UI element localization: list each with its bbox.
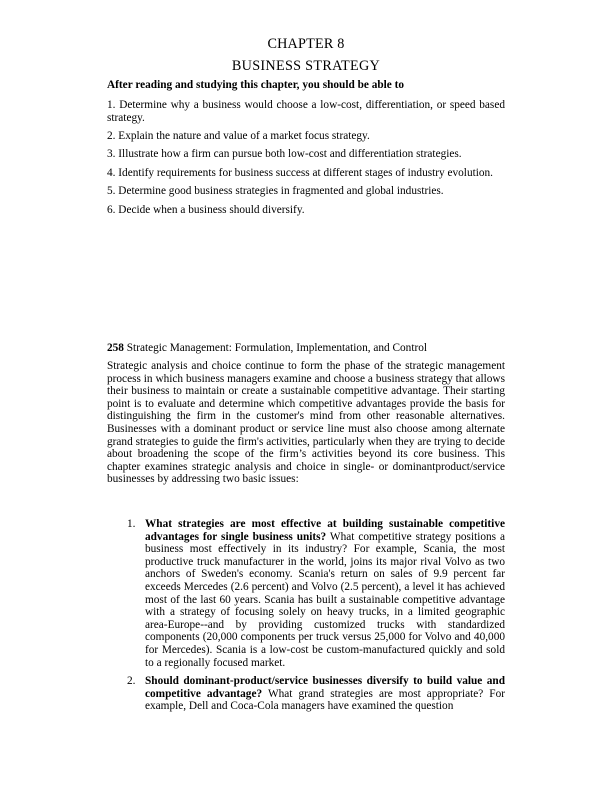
objective-item: 2. Explain the nature and value of a market focus strategy. xyxy=(107,129,370,142)
issue-item xyxy=(127,675,505,713)
issue-text: What grand strategies are most appropriate? For example, Dell and Coca-Cola managers have examined the question xyxy=(145,687,506,713)
chapter-title: CHAPTER 8 xyxy=(267,36,345,52)
running-header xyxy=(107,342,505,354)
objective-item: 1. Determine why a business would choose a low-cost, differentiation, or speed based strategy. xyxy=(107,99,505,124)
objective-item: 6. Decide when a business should diversify. xyxy=(107,203,305,216)
issue-text: What competitive strategy positions a business most effectively in its industry? For example, Scania, the most productive truck manufacturer in the world, joins its major rival Volvo as two anchors of Sweden's economy. Scania's return on sales of 9.9 percent far exceeds Mercedes (2.6 percent) and Volvo (2.5 percent), a level it has achieved most of the last 60 years. Scania has built a sustainable competitive advantage with a strategy of focusing solely on heavy trucks, in a limited geographic area-Europe--and by providing customized trucks with standardized components (20,000 components per truck versus 25,000 for Volvo and 40,000 for Mercedes). Scania is a low-cost be custom-manufactured quickly and sold to a regionally focused market. xyxy=(145,530,505,669)
issue-item xyxy=(127,518,505,669)
book-title: Strategic Management: Formulation, Implementation, and Control xyxy=(123,342,428,354)
issues-list xyxy=(127,518,505,719)
intro-paragraph: Strategic analysis and choice continue to form the phase of the strategic management process in which business managers examine and choose a business strategy that allows their business to maintain or create a sustainable competitive advantage. Their starting point is to evaluate and determine which competitive advantages provide the basis for distinguishing the firm in the customer's mind from other reasonable alternatives. Businesses with a dominant product or service line must also choose among alternate grand strategies to guide the firm's activities, particularly when they are trying to decide about broadening the scope of the firm’s activities beyond its core business. This chapter examines strategic analysis and choice in single- or dominantproduct/service businesses by addressing two basic issues: xyxy=(107,360,505,486)
objective-item: 5. Determine good business strategies in fragmented and global industries. xyxy=(107,185,444,198)
issue-number: 1. xyxy=(127,518,136,530)
page-number: 258 xyxy=(107,342,124,354)
issue-question: Should dominant-product/service businesses diversify to build value and competitive advantage? xyxy=(145,675,505,700)
objectives-heading: After reading and studying this chapter, you should be able to xyxy=(107,79,405,91)
issue-question: What strategies are most effective at building sustainable competitive advantages for single business units? xyxy=(145,518,505,543)
objectives-list xyxy=(107,99,505,222)
chapter-subtitle: BUSINESS STRATEGY xyxy=(231,58,381,74)
issue-number: 2. xyxy=(127,675,136,688)
objective-item: 3. Illustrate how a firm can pursue both low-cost and differentiation strategies. xyxy=(107,148,462,161)
objective-item: 4. Identify requirements for business success at different stages of industry evolution. xyxy=(107,166,493,179)
